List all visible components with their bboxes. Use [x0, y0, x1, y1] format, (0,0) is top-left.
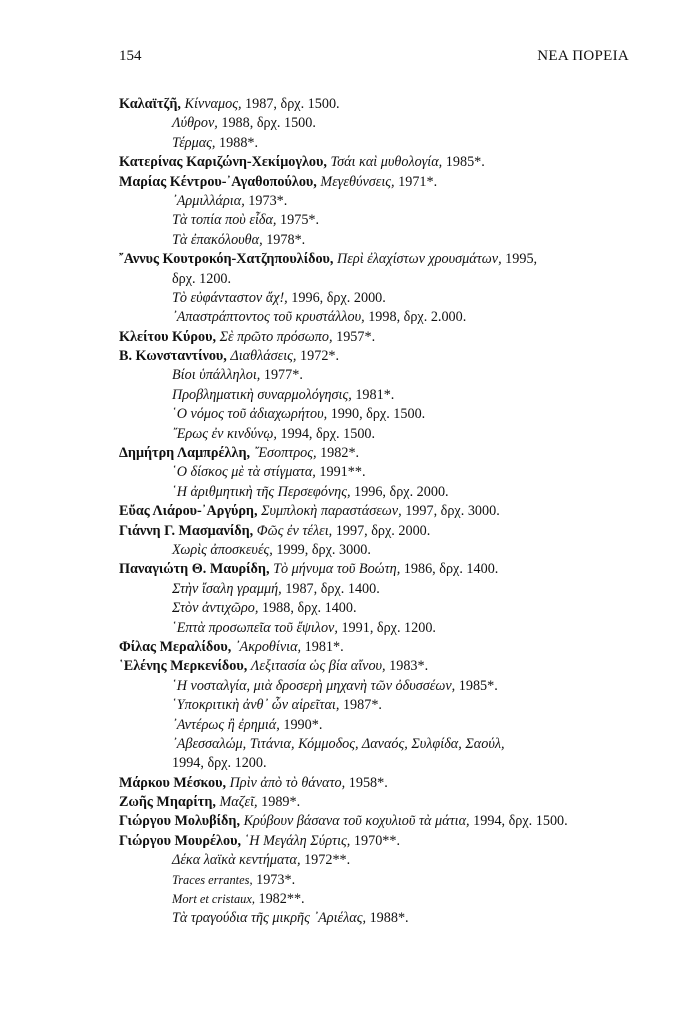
- entry-title: Τὸ μήνυμα τοῦ Βοώτη,: [273, 561, 401, 578]
- entry-line: [119, 793, 639, 812]
- entry-title: ῾Ο δίσκος μὲ τὰ στίγματα,: [172, 464, 316, 481]
- entry-details: 1995,: [501, 251, 538, 268]
- entry-subline: [119, 599, 639, 618]
- entry-details: 1957*.: [332, 328, 376, 345]
- entry-subline: [119, 735, 639, 754]
- entry-details: 1987*.: [339, 697, 382, 714]
- entry-title: Κρύβουν βάσανα τοῦ κοχυλιοῦ τὰ μάτια,: [243, 813, 470, 830]
- entry-line: [119, 173, 639, 192]
- entry-details: 1987, δρχ. 1400.: [281, 580, 380, 597]
- entry-subline: [119, 677, 639, 696]
- entry-title: Μαζεῖ,: [219, 794, 258, 811]
- entry-author: Εὔας Λιάρου-᾽Αργύρη,: [119, 503, 258, 520]
- entry-subline: [119, 231, 639, 250]
- entry-details: 1988*.: [366, 910, 409, 927]
- entry-title: Διαθλάσεις,: [230, 348, 297, 365]
- page-number: 154: [119, 48, 142, 64]
- entry-subline: [119, 890, 639, 909]
- entry-details: 1989*.: [257, 794, 301, 811]
- entry-title: ᾽Αβεσσαλώμ, Τιτάνια, Κόμμοδος, Δαναός, Συλφίδα, Σαούλ,: [172, 735, 505, 752]
- entry-line: [119, 153, 639, 172]
- entry-title: Βίοι ὑπάλληλοι,: [172, 367, 261, 384]
- entry-subline: [119, 308, 639, 327]
- entry-details: 1972*.: [296, 348, 340, 365]
- entry-title: ᾽Απαστράπτοντος τοῦ κρυστάλλου,: [172, 309, 365, 326]
- entry-details: 1997, δρχ. 3000.: [401, 503, 500, 520]
- entry-title: ῎Εσοπτρος,: [253, 445, 317, 462]
- entry-title: ᾽Αρμιλλάρια,: [172, 192, 245, 209]
- entry-author: Β. Κωνσταντίνου,: [119, 348, 227, 365]
- entry-subline: [119, 541, 639, 560]
- entry-title: Μεγεθύνσεις,: [320, 173, 395, 190]
- entry-author: Καλαϊτζῆ,: [119, 96, 181, 112]
- entry-details: 1985*.: [455, 677, 498, 694]
- entry-line: [119, 812, 639, 831]
- entry-subline: [119, 580, 639, 599]
- entry-author: Φίλας Μεραλίδου,: [119, 638, 232, 655]
- entry-title: Πρὶν ἀπὸ τὸ θάνατο,: [229, 774, 346, 791]
- entry-subline: [119, 211, 639, 230]
- entry-title: Δέκα λαϊκὰ κεντήματα,: [172, 852, 301, 869]
- entry-details: 1988*.: [215, 134, 259, 151]
- entry-title: Λεξιτασία ὡς βία αἴνου,: [250, 658, 386, 675]
- entry-title: Mort et cristaux,: [172, 892, 255, 907]
- entry-title: ῾Η ἀριθμητικὴ τῆς Περσεφόνης,: [172, 483, 351, 500]
- entry-details: 1978*.: [262, 231, 306, 248]
- entry-subline: [119, 114, 639, 133]
- entry-details: 1988, δρχ. 1500.: [217, 115, 316, 132]
- entry-details: 1996, δρχ. 2000.: [287, 289, 386, 306]
- entry-details: 1990, δρχ. 1500.: [327, 406, 426, 423]
- entry-author: Γιάννη Γ. Μασμανίδη,: [119, 522, 254, 539]
- entry-details: 1991, δρχ. 1200.: [337, 619, 436, 636]
- entry-line: [119, 95, 639, 114]
- entry-title: Προβληματικὴ συναρμολόγησις,: [172, 386, 352, 403]
- running-head: ΝΕΑ ΠΟΡΕΙΑ: [537, 48, 629, 64]
- entry-title: Κίνναμος,: [184, 96, 242, 112]
- entry-details: 1983*.: [385, 658, 429, 675]
- entry-author: Μάρκου Μέσκου,: [119, 774, 227, 791]
- entry-subline: [119, 716, 639, 735]
- entry-details: 1994, δρχ. 1500.: [469, 813, 568, 830]
- entry-details: 1975*.: [276, 212, 320, 229]
- entry-line: [119, 502, 639, 521]
- entry-details: 1970**.: [350, 832, 401, 849]
- entry-details: 1973*.: [252, 871, 296, 888]
- entry-title: ᾽Ακροθίνια,: [234, 638, 302, 655]
- entry-title: ῾Ο νόμος τοῦ ἀδιαχωρήτου,: [172, 406, 328, 423]
- entry-title: ῾Υποκριτικὴ ἀνθ᾽ ὧν αἱρεῖται,: [172, 697, 340, 714]
- entry-details: 1998, δρχ. 2.000.: [364, 309, 467, 326]
- entry-subline: [119, 366, 639, 385]
- entry-details: 1973*.: [244, 192, 288, 209]
- entry-details: 1991**.: [315, 464, 366, 481]
- entry-title: Traces errantes,: [172, 872, 253, 887]
- entry-title: Χωρὶς ἀποσκευές,: [172, 541, 273, 558]
- entry-details: 1981*.: [301, 638, 344, 655]
- entry-details: 1971*.: [394, 173, 438, 190]
- entry-title: Συμπλοκὴ παραστάσεων,: [261, 503, 402, 520]
- entry-title: Περὶ ἐλαχίστων χρουσμάτων,: [337, 251, 502, 268]
- entry-author: Κατερίνας Καριζώνη-Χεκίμογλου,: [119, 154, 327, 171]
- entry-line: [119, 774, 639, 793]
- entry-title: Στὸν ἀντιχῶρο,: [172, 600, 259, 617]
- entry-author: Μαρίας Κέντρου-᾽Αγαθοπούλου,: [119, 173, 317, 190]
- entry-title: ᾽Αντέρως ἢ ἐρημιά,: [172, 716, 280, 733]
- entry-author: Δημήτρη Λαμπρέλλη,: [119, 445, 251, 462]
- entry-subline: [119, 425, 639, 444]
- entry-subline: [119, 619, 639, 638]
- entry-line: [119, 832, 639, 851]
- entry-author: Γιώργου Μολυβίδη,: [119, 813, 241, 830]
- entry-author: Ζωῆς Μηαρίτη,: [119, 794, 216, 811]
- entry-line: [119, 638, 639, 657]
- entry-title: ῎Ερως ἐν κινδύνῳ,: [172, 425, 277, 442]
- entry-author: Κλείτου Κύρου,: [119, 328, 217, 345]
- entry-details: 1985*.: [442, 154, 485, 171]
- entry-title: ῾Η Μεγάλη Σύρτις,: [244, 832, 351, 849]
- entry-subline: [119, 871, 639, 890]
- entry-title: Τσάι καὶ μυθολογία,: [330, 154, 443, 171]
- entry-author: ῎Αννυς Κουτροκόη-Χατζηπουλίδου,: [119, 251, 334, 268]
- entry-title: Λύθρον,: [172, 115, 218, 132]
- entry-details: 1994, δρχ. 1200.: [172, 755, 267, 772]
- entry-details: 1988, δρχ. 1400.: [258, 600, 357, 617]
- entry-line: [119, 250, 639, 269]
- entry-subline: [119, 386, 639, 405]
- entry-author: ῾Ελένης Μερκενίδου,: [119, 658, 248, 675]
- entry-details: 1982*.: [316, 445, 360, 462]
- entry-line: [119, 347, 639, 366]
- entry-details: 1997, δρχ. 2000.: [332, 522, 431, 539]
- entry-title: Τὰ τοπία ποὺ εἶδα,: [172, 212, 277, 229]
- entry-title: ῾Επτὰ προσωπεῖα τοῦ ἔψιλον,: [172, 619, 338, 636]
- entry-line: [119, 444, 639, 463]
- bibliography-list: [119, 95, 639, 929]
- entry-details: 1987, δρχ. 1500.: [241, 96, 340, 112]
- entry-subline: [119, 289, 639, 308]
- entry-line: [119, 522, 639, 541]
- entry-title: Στὴν ἴσαλη γραμμή,: [172, 580, 282, 597]
- entry-author: Γιώργου Μουρέλου,: [119, 832, 242, 849]
- entry-title: Τὸ εὐφάνταστον ἄχ!,: [172, 289, 288, 306]
- entry-details: 1972**.: [300, 852, 351, 869]
- entry-details: 1977*.: [260, 367, 303, 384]
- entry-title: Φῶς ἐν τέλει,: [256, 522, 333, 539]
- entry-subline: [119, 270, 639, 289]
- entry-author: Παναγιώτη Θ. Μαυρίδη,: [119, 561, 270, 578]
- entry-details: 1982**.: [254, 891, 305, 908]
- entry-subline: [119, 463, 639, 482]
- entry-details: 1990*.: [279, 716, 323, 733]
- entry-subline: [119, 192, 639, 211]
- entry-line: [119, 560, 639, 579]
- entry-subline: [119, 851, 639, 870]
- entry-details: 1958*.: [345, 774, 388, 791]
- entry-details: 1981*.: [351, 386, 395, 403]
- entry-title: Τὰ τραγούδια τῆς μικρῆς ᾽Αριέλας,: [172, 910, 367, 927]
- entry-subline: [119, 754, 639, 773]
- entry-subline: [119, 909, 639, 928]
- entry-details: 1999, δρχ. 3000.: [272, 541, 371, 558]
- entry-subline: [119, 134, 639, 153]
- entry-title: Τὰ ἐπακόλουθα,: [172, 231, 263, 248]
- entry-subline: [119, 405, 639, 424]
- entry-details: 1986, δρχ. 1400.: [400, 561, 499, 578]
- entry-subline: [119, 483, 639, 502]
- entry-title: ῾Η νοσταλγία, μιὰ δροσερὴ μηχανὴ τῶν ὀδυσσέων,: [172, 677, 456, 694]
- entry-details: 1996, δρχ. 2000.: [350, 483, 449, 500]
- entry-details: 1994, δρχ. 1500.: [276, 425, 376, 442]
- entry-line: [119, 657, 639, 676]
- entry-line: [119, 328, 639, 347]
- entry-title: Τέρμας,: [172, 134, 216, 151]
- entry-title: Σὲ πρῶτο πρόσωπο,: [219, 328, 333, 345]
- entry-details: δρχ. 1200.: [172, 270, 232, 287]
- entry-subline: [119, 696, 639, 715]
